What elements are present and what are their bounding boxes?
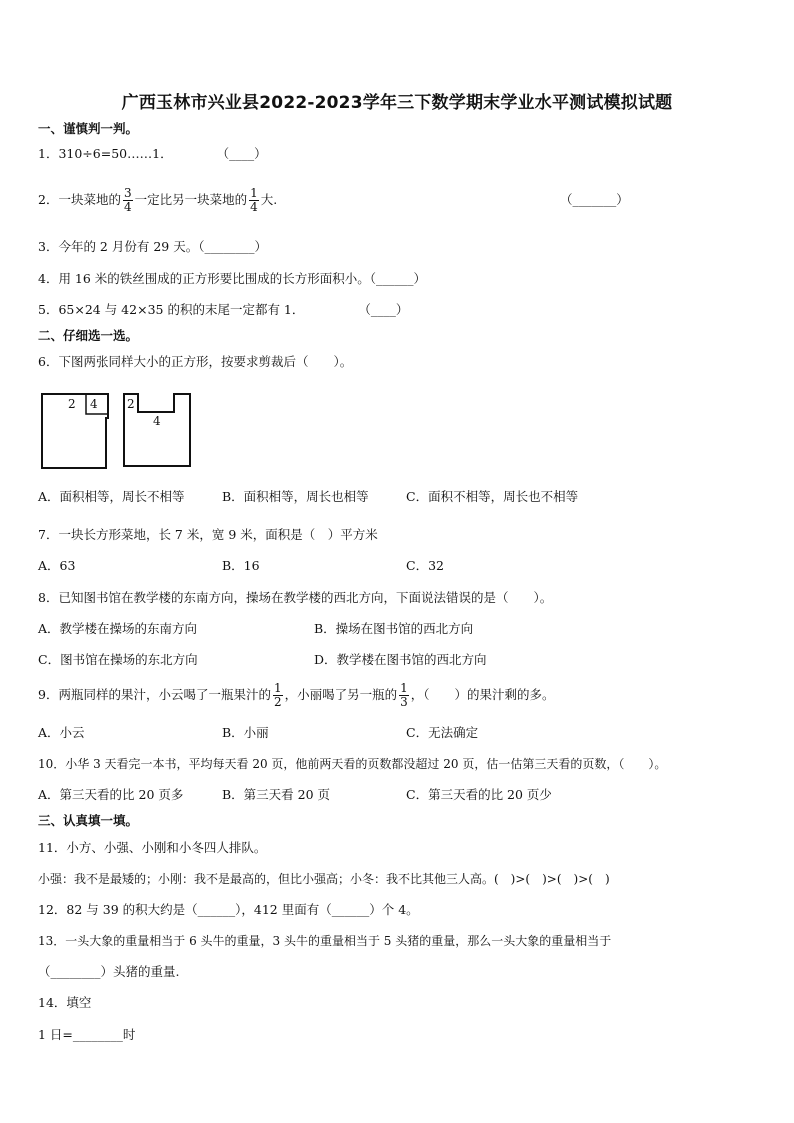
figure-label: 2 (127, 397, 135, 411)
question-2-middle: 一定比另一块菜地的 (134, 192, 248, 207)
option-c: C．第三天看的比 20 页少 (406, 787, 552, 802)
section-heading-choose: 二、仔细选一选。 (38, 328, 139, 343)
question-14: 14．填空 (38, 995, 92, 1010)
option-b: B．面积相等，周长也相等 (222, 489, 369, 504)
fraction-three-quarters: $\frac{3}{4}$ (123, 186, 132, 214)
option-a: A．第三天看的比 20 页多 (38, 787, 184, 802)
cut-squares-figure (38, 388, 198, 472)
question-11: 11．小方、小强、小刚和小冬四人排队。 (38, 840, 267, 855)
question-10: 10．小华 3 天看完一本书，平均每天看 20 页，他前两天看的页数都没超过 20 页，估一估第三天看的页数，（ ）。 (38, 757, 667, 771)
question-3: 3．今年的 2 月份有 29 天。（________） (38, 239, 267, 254)
option-b: B．操场在图书馆的西北方向 (314, 621, 474, 636)
option-d: D．教学楼在图书馆的西北方向 (314, 652, 487, 667)
section-heading-fill: 三、认真填一填。 (38, 813, 139, 828)
question-9-prefix: 9．两瓶同样的果汁，小云喝了一瓶果汁的 (38, 687, 271, 702)
question-12: 12．82 与 39 的积大约是（______），412 里面有（______）个 4。 (38, 902, 419, 917)
option-c: C．32 (406, 558, 444, 573)
answer-blank: （____） (358, 302, 409, 317)
question-8: 8．已知图书馆在教学楼的东南方向，操场在教学楼的西北方向，下面说法错误的是（ ）。 (38, 590, 553, 605)
question-1-text: 1．310÷6=50……1． (38, 146, 173, 161)
question-7: 7．一块长方形菜地，长 7 米，宽 9 米，面积是（ ）平方米 (38, 527, 378, 542)
answer-blank: （_______） (560, 192, 629, 207)
figure-label: 4 (153, 414, 161, 428)
option-c: C．面积不相等，周长也不相等 (406, 489, 579, 504)
answer-blank: （____） (216, 146, 267, 161)
question-2-suffix: 大. (260, 192, 278, 207)
question-6: 6．下图两张同样大小的正方形，按要求剪裁后（ ）。 (38, 354, 353, 369)
question-13-line-1: 13．一头大象的重量相当于 6 头牛的重量，3 头牛的重量相当于 5 头猪的重量，那么一头大象的重量相当于 (38, 934, 612, 948)
option-a: A．教学楼在操场的东南方向 (38, 621, 198, 636)
question-11-detail: 小强：我不是最矮的；小刚：我不是最高的，但比小强高；小冬：我不比其他三人高。( )>( )>( )>( ) (38, 872, 610, 886)
fraction-one-half: $\frac{1}{2}$ (273, 681, 282, 709)
option-b: B．第三天看 20 页 (222, 787, 331, 802)
fraction-one-third: $\frac{1}{3}$ (400, 681, 408, 709)
fraction-one-quarter: $\frac{1}{4}$ (250, 186, 258, 214)
option-c: C．无法确定 (406, 725, 479, 740)
question-13-line-2: （________）头猪的重量. (38, 964, 180, 979)
question-1 (38, 146, 267, 162)
option-b: B．小丽 (222, 725, 269, 740)
question-5-text: 5．65×24 与 42×35 的积的末尾一定都有 1． (38, 302, 305, 317)
page-title: 广西玉林市兴业县2022-2023学年三下数学期末学业水平测试模拟试题 (121, 93, 673, 113)
question-9 (38, 680, 555, 710)
question-4: 4．用 16 米的铁丝围成的正方形要比围成的长方形面积小。（______） (38, 271, 427, 286)
question-14-detail: 1 日=________时 (38, 1027, 136, 1042)
question-2-prefix: 2．一块菜地的 (38, 192, 121, 207)
question-9-suffix: ，（ ）的果汁剩的多。 (410, 687, 555, 702)
option-a: A．小云 (38, 725, 85, 740)
question-5 (38, 302, 408, 318)
figure-label: 2 (68, 397, 76, 411)
figure-label: 4 (90, 397, 98, 411)
option-a: A．面积相等，周长不相等 (38, 489, 185, 504)
option-a: A．63 (38, 558, 76, 573)
option-b: B．16 (222, 558, 260, 573)
section-heading-judge: 一、谨慎判一判。 (38, 121, 139, 136)
option-c: C．图书馆在操场的东北方向 (38, 652, 198, 667)
question-2 (38, 185, 277, 215)
question-9-middle: ，小丽喝了另一瓶的 (284, 687, 398, 702)
